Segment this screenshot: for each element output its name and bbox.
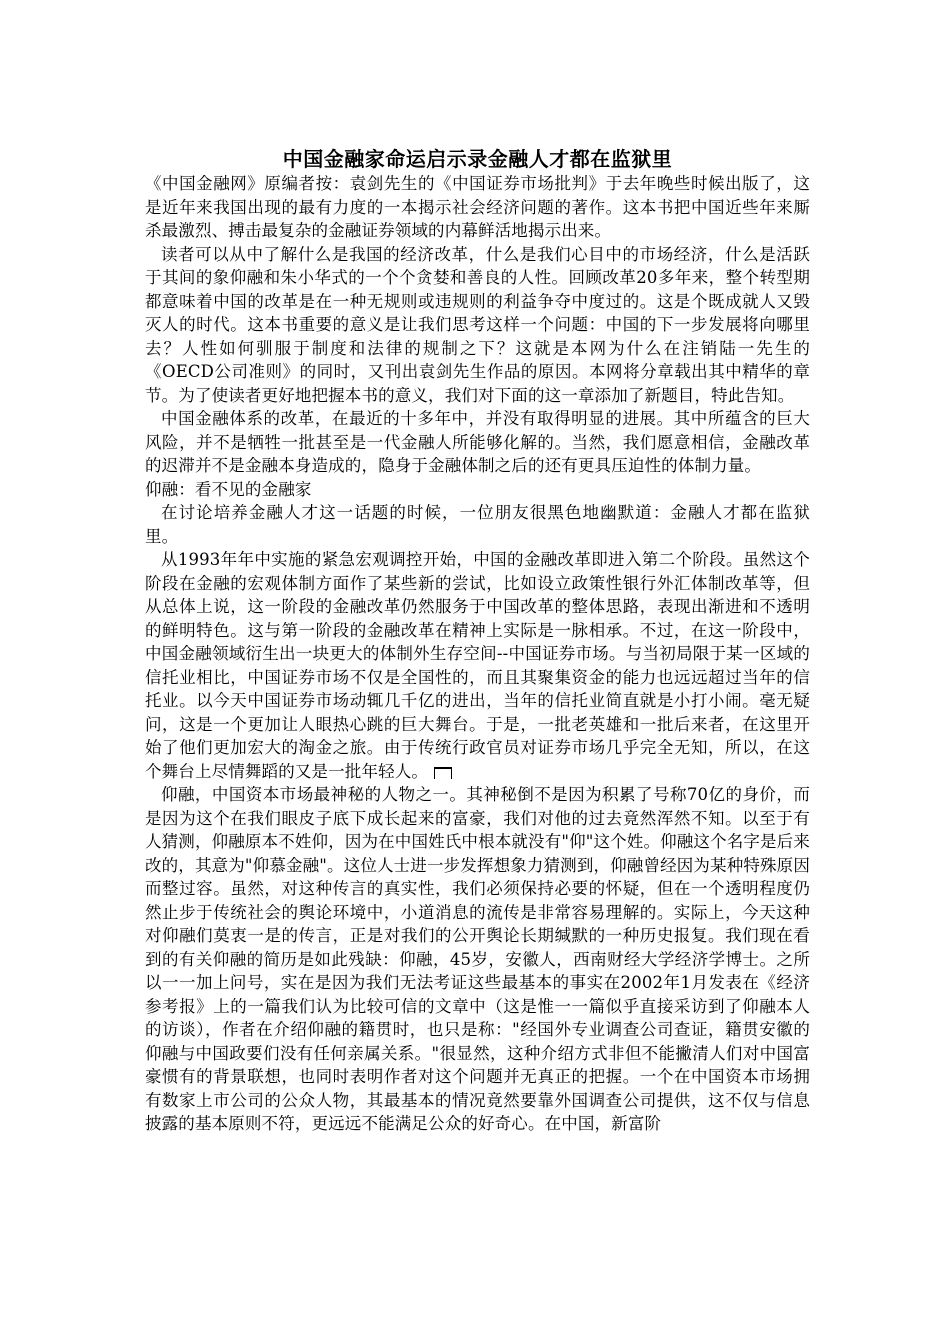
document-page (145, 146, 810, 1136)
body-paragraph-1993 (145, 548, 810, 783)
body-paragraph-yangrong: 仰融，中国资本市场最神秘的人物之一。其神秘倒不是因为积累了号称70亿的身价，而是因为这个在我们眼皮子底下成长起来的富豪，我们对他的过去竟然浑然不知。以至于有人猜测，仰融原本不姓仰，因为在中国姓氏中根本就没有"仰"这个姓。仰融这个名字是后来改的，其意为"仰慕金融"。这位人士进一步发挥想象力猜测到，仰融曾经因为某种特殊原因而整过容。虽然，对这种传言的真实性，我们必须保持必要的怀疑，但在一个透明程度仍然止步于传统社会的舆论环境中，小道消息的流传是非常容易理解的。实际上，今天这种对仰融们莫衷一是的传言，正是对我们的公开舆论长期缄默的一种历史报复。我们现在看到的有关仰融的简历是如此残缺：仰融，45岁，安徽人，西南财经大学经济学博士。之所以一一加上问号，实在是因为我们无法考证这些最基本的事实在2002年1月发表在《经济参考报》上的一篇我们认为比较可信的文章中（这是惟一一篇似乎直接采访到了仰融本人的访谈），作者在介绍仰融的籍贯时，也只是称："经国外专业调查公司查证，籍贯安徽的仰融与中国政要们没有任何亲属关系。"很显然，这种介绍方式非但不能撇清人们对中国富豪惯有的背景联想，也同时表明作者对这个问题并无真正的把握。一个在中国资本市场拥有数家上市公司的公众人物，其最基本的情况竟然要靠外国调查公司提供，这不仅与信息披露的基本原则不符，更远远不能满足公众的好奇心。在中国，新富阶 (145, 785, 810, 1133)
section-heading: 仰融：看不见的金融家 (145, 479, 312, 499)
document-title: 中国金融家命运启示录金融人才都在监狱里 (282, 147, 673, 171)
body-paragraph-1993-text: 从1993年年中实施的紧急宏观调控开始，中国的金融改革即进入第二个阶段。虽然这个阶段在金融的宏观体制方面作了某些新的尝试，比如设立政策性银行外汇体制改革等，但从总体上说，这一阶段的金融改革仍然服务于中国改革的整体思路，表现出渐进和不透明的鲜明特色。这与第一阶段的金融改革在精神上实际是一脉相承。不过，在这一阶段中，中国金融领域衍生出一块更大的体制外生存空间--中国证券市场。与当初局限于某一区域的信托业相比，中国证券市场不仅是全国性的，而且其聚集资金的能力也远远超过当年的信托业。以今天中国证券市场动辄几千亿的进出，当年的信托业简直就是小打小闹。毫无疑问，这是一个更加让人眼热心跳的巨大舞台。于是，一批老英雄和一批后来者，在这里开始了他们更加宏大的淘金之旅。由于传统行政官员对证券市场几乎完全无知，所以，在这个舞台上尽情舞蹈的又是一批年轻人。 (145, 550, 810, 781)
editor-note-paragraph: 《中国金融网》原编者按：袁剑先生的《中国证券市场批判》于去年晚些时候出版了，这是近年来我国出现的最有力度的一本揭示社会经济问题的著作。这本书把中国近些年来厮杀最激烈、搏击最复杂的金融证券领域的内幕鲜活地揭示出来。 (145, 174, 810, 240)
body-paragraph-reform: 中国金融体系的改革，在最近的十多年中，并没有取得明显的进展。其中所蕴含的巨大风险，并不是牺牲一批甚至是一代金融人所能够化解的。当然，我们愿意相信，金融改革的迟滞并不是金融本身造成的，隐身于金融体制之后的还有更具压迫性的体制力量。 (145, 409, 810, 475)
anchor-mark-icon (434, 767, 452, 779)
body-paragraph-joke: 在讨论培养金融人才这一话题的时候，一位朋友很黑色地幽默道：金融人才都在监狱里。 (145, 503, 810, 546)
body-paragraph-reader: 读者可以从中了解什么是我国的经济改革，什么是我们心目中的市场经济，什么是活跃于其间的象仰融和朱小华式的一个个贪婪和善良的人性。回顾改革20多年来，整个转型期都意味着中国的改革是在一种无规则或违规则的利益争夺中度过的。这是个既成就人又毁灭人的时代。这本书重要的意义是让我们思考这样一个问题：中国的下一步发展将向哪里去？人性如何驯服于制度和法律的规制之下？这就是本网为什么在注销陆一先生的《OECD公司准则》的同时，又刊出袁剑先生作品的原因。本网将分章载出其中精华的章节。为了使读者更好地把握本书的意义，我们对下面的这一章添加了新题目，特此告知。 (145, 244, 810, 405)
